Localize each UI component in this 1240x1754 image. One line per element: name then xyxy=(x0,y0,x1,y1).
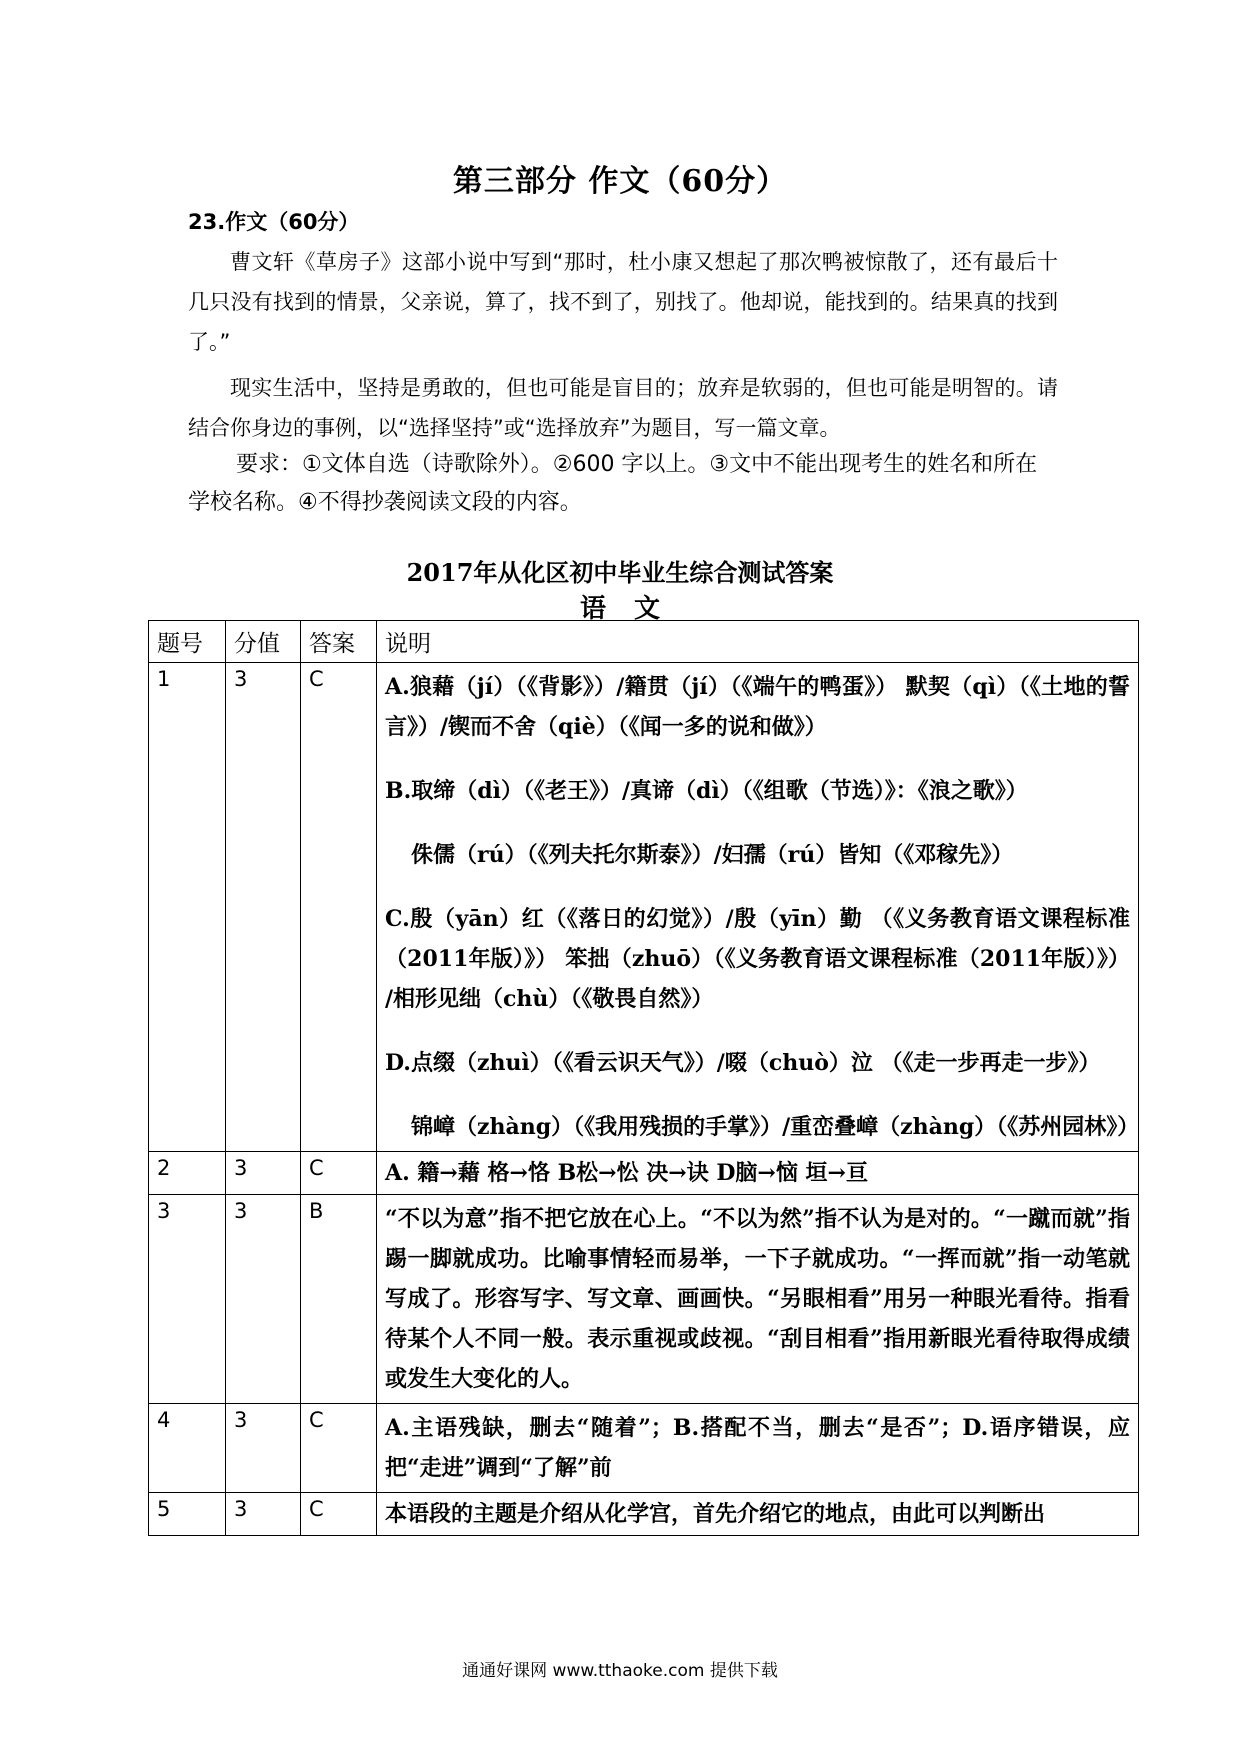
row-explanation xyxy=(377,1493,1139,1536)
row-answer: C xyxy=(301,1152,377,1195)
explanation-line: A.主语残缺，删去“随着”；B.搭配不当，删去“是否”；D.语序错误，应把“走进”调到“了解”前 xyxy=(385,1415,1130,1481)
row-number: 2 xyxy=(149,1152,226,1195)
row-number: 4 xyxy=(149,1404,226,1493)
header-score: 分值 xyxy=(226,621,301,663)
row-score: 3 xyxy=(226,1152,301,1195)
header-explanation: 说明 xyxy=(377,621,1139,663)
row-answer: C xyxy=(301,663,377,1152)
row-answer: B xyxy=(301,1195,377,1404)
question-title: 23.作文（60分） xyxy=(188,210,360,234)
row-number: 1 xyxy=(149,663,226,1152)
row-score: 3 xyxy=(226,1404,301,1493)
prompt-paragraph-2 xyxy=(188,368,1058,448)
explanation-line: 侏儒（rú）（《列夫托尔斯泰》）/妇孺（rú）皆知（《邓稼先》） xyxy=(411,842,1014,868)
table-row xyxy=(149,1493,1139,1536)
explanation-line: 锦嶂（zhàng）（《我用残损的手掌》）/重峦叠嶂（zhàng）（《苏州园林》） xyxy=(411,1114,1140,1140)
prompt-text: 现实生活中，坚持是勇敢的，但也可能是盲目的；放弃是软弱的，但也可能是明智的。请结合你身边的事例，以“选择坚持”或“选择放弃”为题目，写一篇文章。 xyxy=(188,376,1058,440)
row-score: 3 xyxy=(226,663,301,1152)
row-number: 5 xyxy=(149,1493,226,1536)
explanation-line: 本语段的主题是介绍从化学宫，首先介绍它的地点，由此可以判断出 xyxy=(385,1501,1046,1527)
prompt-paragraph-1 xyxy=(188,242,1058,362)
row-answer: C xyxy=(301,1404,377,1493)
row-explanation xyxy=(377,663,1139,1152)
header-number: 题号 xyxy=(149,621,226,663)
table-header-row xyxy=(149,621,1139,663)
table-row xyxy=(149,1404,1139,1493)
row-score: 3 xyxy=(226,1493,301,1536)
explanation-line: “不以为意”指不把它放在心上。“不以为然”指不认为是对的。“一蹴而就”指踢一脚就成功。比喻事情轻而易举，一下子就成功。“一挥而就”指一动笔就写成了。形容写字、写文章、画画快。“另眼相看”用另一种眼光看待。指看待某个人不同一般。表示重视或歧视。“刮目相看”指用新眼光看待取得成绩或发生大变化的人。 xyxy=(385,1206,1130,1392)
requirements: 要求：①文体自选（诗歌除外）。②600 字以上。③文中不能出现考生的姓名和所在学校名称。④不得抄袭阅读文段的内容。 xyxy=(188,452,1038,515)
row-number: 3 xyxy=(149,1195,226,1404)
table-row xyxy=(149,1195,1139,1404)
header-answer: 答案 xyxy=(301,621,377,663)
explanation-line: B.取缔（dì）（《老王》）/真谛（dì）（《组歌（节选）》：《浪之歌》） xyxy=(385,778,1028,804)
row-explanation xyxy=(377,1152,1139,1195)
footer-watermark: 通通好课网 www.tthaoke.com 提供下载 xyxy=(462,1661,778,1681)
explanation-line: A.狼藉（jí）（《背影》）/籍贯（jí）（《端午的鸭蛋》） 默契（qì）（《土地的誓言》）/锲而不舍（qiè）（《闻一多的说和做》） xyxy=(385,674,1130,740)
answer-key-subject: 语文 xyxy=(579,594,688,624)
answer-key-title: 2017年从化区初中毕业生综合测试答案 xyxy=(406,558,834,587)
row-score: 3 xyxy=(226,1195,301,1404)
explanation-line: D.点缀（zhuì）（《看云识天气》）/啜（chuò）泣 （《走一步再走一步》） xyxy=(385,1050,1101,1076)
row-answer: C xyxy=(301,1493,377,1536)
row-explanation xyxy=(377,1404,1139,1493)
table-row xyxy=(149,1152,1139,1195)
answer-table xyxy=(148,620,1139,1536)
table-row xyxy=(149,663,1139,1152)
explanation-line: C.殷（yān）红（《落日的幻觉》）/殷（yīn）勤 （《义务教育语文课程标准（2011年版）》） 笨拙（zhuō）（《义务教育语文课程标准（2011年版）》） /相形见绌（chù）（《敬畏自然》） xyxy=(385,906,1130,1012)
prompt-text: 曹文轩《草房子》这部小说中写到“那时，杜小康又想起了那次鸭被惊散了，还有最后十几只没有找到的情景，父亲说，算了，找不到了，别找了。他却说，能找到的。结果真的找到了。” xyxy=(188,250,1058,354)
section-title: 第三部分 作文（60分） xyxy=(452,164,788,199)
row-explanation xyxy=(377,1195,1139,1404)
explanation-line: A. 籍→藉 格→恪 B松→忪 决→诀 D脑→恼 垣→亘 xyxy=(385,1160,868,1186)
